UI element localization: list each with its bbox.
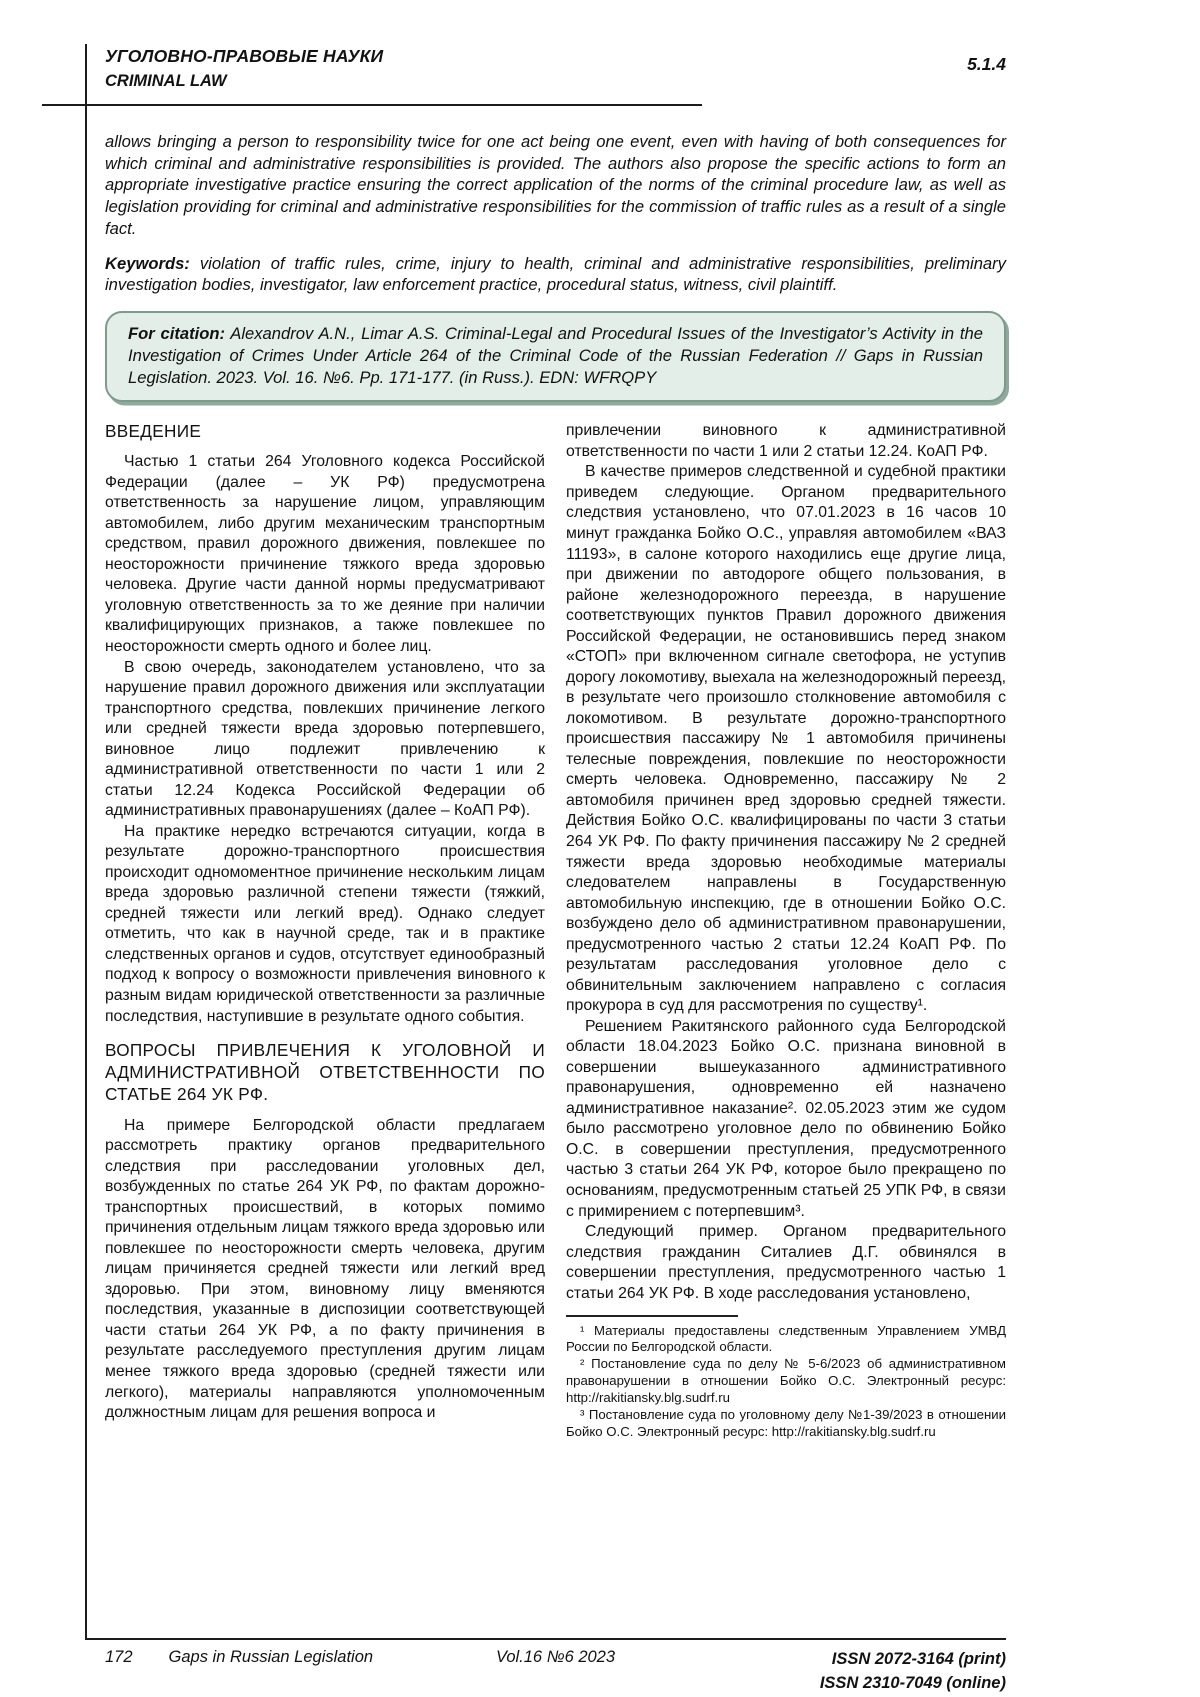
keywords-label: Keywords:: [105, 253, 190, 273]
rubric-block: [105, 46, 383, 91]
section-heading: ВОПРОСЫ ПРИВЛЕЧЕНИЯ К УГОЛОВНОЙ И АДМИНИСТРАТИВНОЙ ОТВЕТСТВЕННОСТИ ПО СТАТЬЕ 264 УК РФ.: [105, 1040, 545, 1104]
issn-print: ISSN 2072-3164 (print): [831, 1650, 1006, 1668]
footer-rule: [85, 1638, 1006, 1640]
rubric-title-en: CRIMINAL LAW: [105, 72, 227, 90]
left-margin-rule: [85, 44, 87, 1638]
rubric-title-ru: УГОЛОВНО-ПРАВОВЫЕ НАУКИ: [105, 46, 384, 66]
specialty-code: 5.1.4: [967, 54, 1006, 74]
volume-info: Vol.16 №6 2023: [495, 1648, 616, 1666]
intro-heading: ВВЕДЕНИЕ: [105, 421, 202, 442]
footnote: ² Постановление суда по делу № 5-6/2023 об административном правонарушении в отношении Бойко О.С. Электронный ресурс: http://rakitiansky.blg.sudrf.ru: [566, 1356, 1006, 1406]
right-column: [566, 421, 1006, 1440]
paragraph: В качестве примеров следственной и судебной практики приведем следующие. Органом предварительного следствия установлено, что 07.01.2023 в 16 часов 10 минут гражданка Бойко О.С., управляя автомобилем «ВАЗ 11193», в салоне которого находились еще другие лица, при движении по автодороге общего пользования, в районе железнодорожного переезда, в нарушение соответствующих пунктов Правил дорожного движения Российской Федерации, не остановившись перед знаком «СТОП» при включенном сигнале светофора, не уступив дорогу локомотиву, выехала на железнодорожный переезд, в результате чего произошло столкновение автомобиля с локомотивом. В результате дорожно-транспортного происшествия пассажиру № 1 автомобиля причинены телесные повреждения, повлекшие по неосторожности смерть человека. Одновременно, пассажиру № 2 автомобиля причинен вред здоровью средней тяжести. Действия Бойко О.С. квалифицированы по части 3 статьи 264 УК РФ. По факту причинения пассажиру № 2 средней тяжести вреда здоровью необходимые материалы следователем направлены в Государственную автомобильную инспекцию, где в отношении Бойко О.С. возбуждено дело об административном правонарушении, предусмотренного частью 2 статьи 12.24 КоАП РФ. По результатам расследования уголовное дело с обвинительным заключением направлено с согласия прокурора в суд для рассмотрения по существу¹.: [566, 463, 1006, 1015]
journal-title: Gaps in Russian Legislation: [168, 1648, 374, 1666]
paragraph: Решением Ракитянского районного суда Белгородской области 18.04.2023 Бойко О.С. признана виновной в совершении вышеуказанного административного правонарушения, одновременно ей назначено административное наказание². 02.05.2023 этим же судом было рассмотрено уголовное дело по обвинению Бойко О.С. в совершении преступления, предусмотренного частью 3 статьи 264 УК РФ, которое было прекращено по основаниям, предусмотренным статьей 25 УПК РФ, в связи с примирением с потерпевшим³.: [566, 1017, 1006, 1220]
issn-online: ISSN 2310-7049 (online): [819, 1673, 1006, 1692]
footnotes-block: [566, 1315, 1006, 1441]
page-content: [105, 131, 1006, 1441]
issn-block: [706, 1648, 1006, 1696]
keywords-paragraph: [105, 253, 1006, 296]
paragraph-continuation: привлечении виновного к административной ответственности по части 1 или 2 статьи 12.24. КоАП РФ.: [566, 422, 1006, 460]
keywords-text: violation of traffic rules, crime, injury to health, criminal and administrative responsibilities, preliminary investigation bodies, investigator, law enforcement practice, procedural status, witness, civil plaintiff.: [105, 253, 1006, 295]
page-number: 172: [105, 1648, 133, 1666]
citation-label: For citation:: [128, 324, 226, 344]
paragraph: На практике нередко встречаются ситуации, когда в результате дорожно-транспортного происшествия происходит одномоментное причинение нескольким лицам вреда здоровью различной степени тяжести (тяжкий, средней тяжести или легкий вред). Однако следует отметить, что как в научной среде, так и в практике следственных органов и судов, отсутствует единообразный подход к вопросу о возможности привлечения виновного к разным видам юридической ответственности за различные последствия, наступившие в результате одного события.: [105, 822, 545, 1025]
two-column-body: [105, 421, 1006, 1440]
citation-text: Alexandrov A.N., Limar A.S. Criminal-Legal and Procedural Issues of the Investigator’s Activity in the Investigation of Crimes Under Article 264 of the Criminal Code of the Russian Federation // Gaps in Russian Legislation. 2023. Vol. 16. №6. Pp. 171-177. (in Russ.). EDN: WFRQPY: [128, 324, 983, 387]
citation-box: [105, 311, 1006, 402]
paragraph: В свою очередь, законодателем установлено, что за нарушение правил дорожного движения или эксплуатации транспортного средства, повлекших причинение легкого или средней тяжести вреда здоровью потерпевшего, виновное лицо подлежит привлечению к административной ответственности по части 1 или 2 статьи 12.24 Кодекса Российской Федерации об административных правонарушениях (далее – КоАП РФ).: [105, 658, 545, 820]
footnote-separator-rule: [566, 1315, 738, 1316]
paragraph: Следующий пример. Органом предварительного следствия гражданин Ситалиев Д.Г. обвинялся в совершении преступления, предусмотренного частью 1 статьи 264 УК РФ. В ходе расследования установлено,: [566, 1223, 1006, 1302]
left-column: [105, 421, 545, 1440]
footnote: ³ Постановление суда по уголовному делу №1-39/2023 в отношении Бойко О.С. Электронный ресурс: http://rakitiansky.blg.sudrf.ru: [566, 1407, 1006, 1439]
page-header: [105, 46, 1006, 91]
page-footer: [105, 1648, 1006, 1696]
footer-left: [105, 1648, 405, 1667]
footnote: ¹ Материалы предоставлены следственным Управлением УМВД России по Белгородской области.: [566, 1322, 1006, 1355]
abstract-text: allows bringing a person to responsibility twice for one act being one event, even with having of both consequences for which criminal and administrative responsibilities is provided. The authors also propose the specific actions to form an appropriate investigative practice ensuring the correct application of the norms of the criminal procedure law, as well as legislation providing for criminal and administrative responsibilities for the commission of traffic rules as a result of a single fact.: [105, 132, 1006, 238]
paragraph: Частью 1 статьи 264 Уголовного кодекса Российской Федерации (далее – УК РФ) предусмотрена ответственность за нарушение лицом, управляющим автомобилем, либо другим механическим транспортным средством, правил дорожного движения, повлекшее по неосторожности причинение тяжкого вреда здоровью человека. Другие части данной нормы предусматривают уголовную ответственность за то же деяние при наличии квалифицирующих признаков, а также повлекшее по неосторожности смерть одного и более лиц.: [105, 453, 545, 655]
header-underline: [42, 104, 702, 106]
paragraph: На примере Белгородской области предлагаем рассмотреть практику органов предварительного следствия при расследовании уголовных дел, возбужденных по статье 264 УК РФ, по фактам дорожно-транспортных происшествий, в которых помимо причинения отдельным лицам тяжкого вреда здоровью или повлекшее по неосторожности смерть человека, другим лицам причиняется средней тяжести или легкий вред здоровью. При этом, виновному лицу вменяются последствия, указанные в диспозиции соответствующей части статьи 264 УК РФ, а по факту причинения в результате расследуемого преступления другим лицам менее тяжкого вреда здоровью (средней тяжести или легкого), материалы направляются уполномоченным должностным лицам для решения вопроса и: [105, 1116, 545, 1422]
citation-paragraph: [128, 323, 983, 388]
